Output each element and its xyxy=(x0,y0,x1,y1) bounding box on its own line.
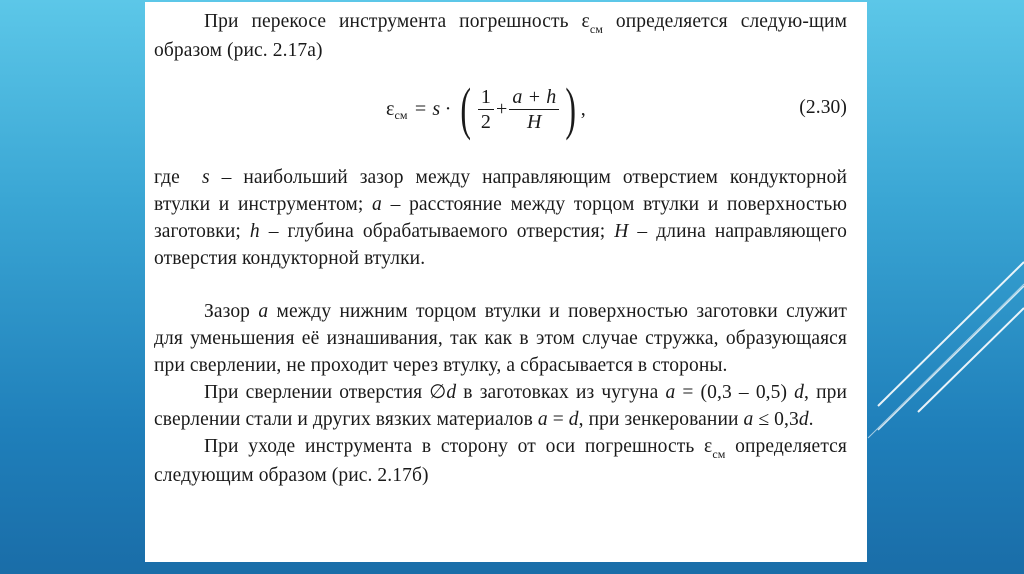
var-a: a xyxy=(665,382,676,403)
document-page xyxy=(145,2,867,562)
text: , при сверлении стали и других вязких материалов xyxy=(154,382,848,430)
var-a: a xyxy=(372,194,382,215)
text: = (0,3 – 0,5) xyxy=(675,382,795,403)
text: . xyxy=(808,409,814,430)
text: – наибольший зазор между направляющим отверстием кондукторной втулки и инструментом; xyxy=(154,167,847,215)
right-paren: ) xyxy=(565,76,577,141)
left-paren: ( xyxy=(460,76,472,141)
text: При сверлении отверстия ∅ xyxy=(204,382,447,403)
paragraph-intro xyxy=(154,8,847,64)
deco-line-4 xyxy=(868,284,1024,438)
paragraph-drilling xyxy=(154,379,847,433)
text: определяется следую-щим образом (рис. 2.17а) xyxy=(154,11,848,61)
text: ≤ 0,3 xyxy=(753,409,799,430)
fraction-half xyxy=(478,85,494,134)
equation-number: (2.30) xyxy=(799,97,847,118)
denominator: H xyxy=(527,110,542,133)
text: = xyxy=(547,409,569,430)
text: определяется следующим образом (рис. 2.17б) xyxy=(154,436,847,486)
plus-sign: + xyxy=(495,97,508,120)
subscript: см xyxy=(589,22,603,36)
fraction-ah-over-H xyxy=(509,85,559,134)
spacer xyxy=(154,272,847,298)
numerator: a + h xyxy=(512,85,557,108)
paragraph-where xyxy=(154,164,847,272)
comma: , xyxy=(580,97,586,120)
var-a: a xyxy=(743,409,754,430)
var-a: a xyxy=(258,301,269,322)
text: между нижним торцом втулки и поверхностью заготовки служит для уменьшения её изнашивания, так как в этом случае стружка, образующаяся при сверлении, не проходит через втулку, а сбрасывается в стороны. xyxy=(154,301,847,376)
var-H: H xyxy=(614,221,629,242)
text: Зазор xyxy=(204,301,259,322)
text: в заготовках из чугуна xyxy=(456,382,666,403)
text: – длина направляющего отверстия кондукторной втулки. xyxy=(154,221,847,269)
text: , при зенкеровании xyxy=(578,409,744,430)
var-d: d xyxy=(446,382,457,403)
var-h: h xyxy=(249,221,260,242)
formula-2-30 xyxy=(386,74,586,144)
deco-line-2 xyxy=(918,308,1024,412)
equation-row xyxy=(154,72,847,156)
text: – глубина обрабатываемого отверстия; xyxy=(259,221,615,242)
deco-line-1 xyxy=(878,262,1024,406)
paragraph-gap-a xyxy=(154,298,847,379)
subscript: см xyxy=(394,107,408,122)
text: – расстояние между торцом втулки и поверхностью заготовки; xyxy=(154,194,847,242)
var-d: d xyxy=(798,409,809,430)
var-a: a xyxy=(537,409,548,430)
numerator: 1 xyxy=(480,85,491,108)
var-s: s xyxy=(202,167,210,188)
subscript: см xyxy=(712,447,726,461)
equals-s: = s · xyxy=(413,97,451,120)
paragraph-deviation xyxy=(154,433,847,489)
where-label: где xyxy=(154,167,180,188)
var-d: d xyxy=(568,409,579,430)
text: При перекосе инструмента погрешность ε xyxy=(204,11,590,32)
deco-line-3 xyxy=(878,286,1024,430)
denominator: 2 xyxy=(480,110,491,133)
epsilon-symbol: ε xyxy=(386,97,395,120)
text: При уходе инструмента в сторону от оси погрешность ε xyxy=(204,436,713,457)
var-d: d xyxy=(794,382,805,403)
